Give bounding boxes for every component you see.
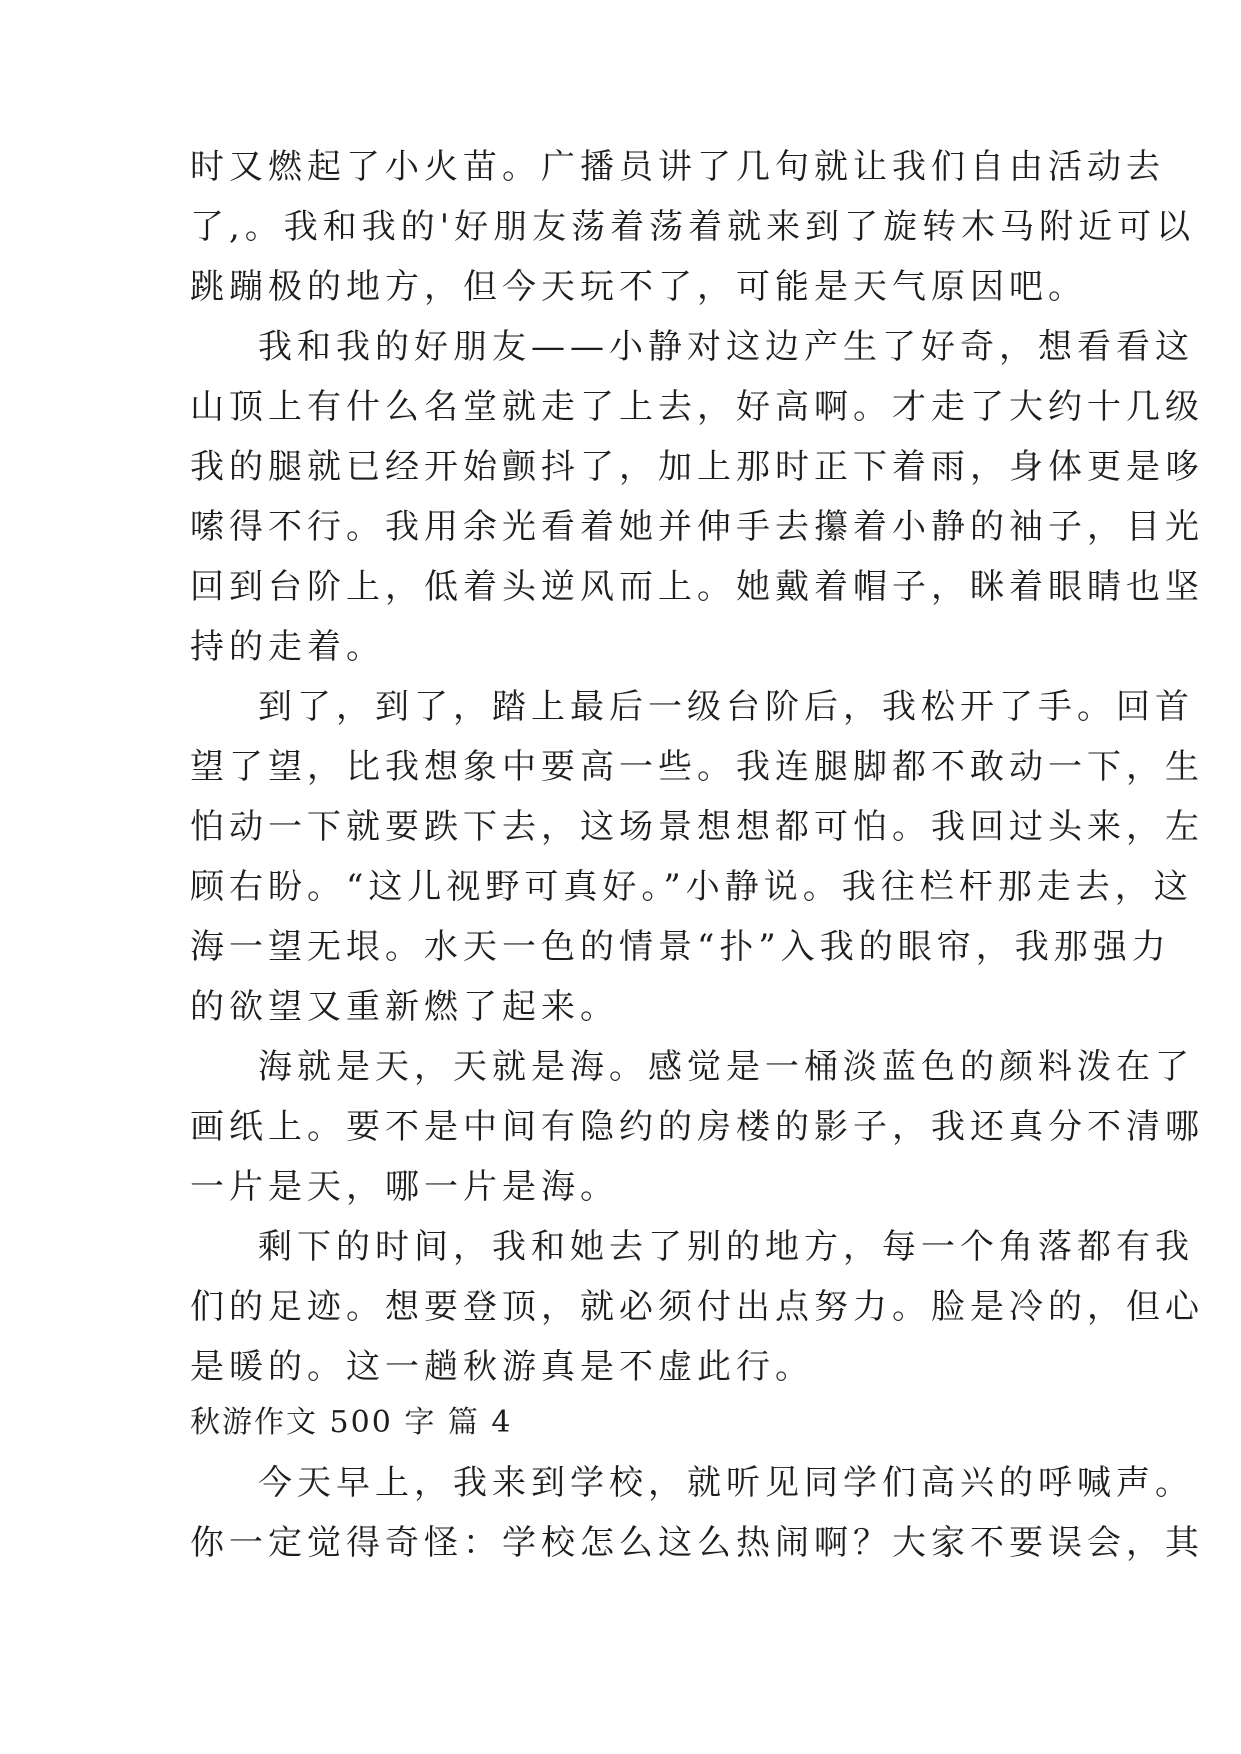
text-line: 我的腿就已经开始颤抖了，加上那时正下着雨，身体更是哆 <box>190 447 1204 487</box>
text-line: 持的走着。 <box>190 627 385 667</box>
paragraph-first-line: 剩下的时间，我和她去了别的地方，每一个角落都有我 <box>258 1227 1194 1267</box>
text-line: 是暖的。这一趟秋游真是不虚此行。 <box>190 1347 814 1387</box>
text-line: 怕动一下就要跌下去，这场景想想都可怕。我回过头来，左 <box>190 807 1204 847</box>
text-line: 了,。我和我的'好朋友荡着荡着就来到了旋转木马附近可以 <box>190 207 1196 247</box>
text-line: 山顶上有什么名堂就走了上去，好高啊。才走了大约十几级 <box>190 387 1204 427</box>
text-line: 跳蹦极的地方，但今天玩不了，可能是天气原因吧。 <box>190 267 1087 307</box>
text-line: 顾右盼。“这儿视野可真好。”小静说。我往栏杆那走去，这 <box>190 867 1193 907</box>
text-line: 海一望无垠。水天一色的情景“扑”入我的眼帘，我那强力 <box>190 927 1171 967</box>
text-line: 时又燃起了小火苗。广播员讲了几句就让我们自由活动去 <box>190 147 1165 187</box>
text-line: 回到台阶上，低着头逆风而上。她戴着帽子，眯着眼睛也坚 <box>190 567 1204 607</box>
section-heading: 秋游作文 500 字 篇 4 <box>190 1405 513 1440</box>
paragraph-first-line: 我和我的好朋友——小静对这边产生了好奇，想看看这 <box>258 327 1194 367</box>
text-line: 们的足迹。想要登顶，就必须付出点努力。脸是冷的，但心 <box>190 1287 1204 1327</box>
paragraph-first-line: 海就是天，天就是海。感觉是一桶淡蓝色的颜料泼在了 <box>258 1047 1194 1087</box>
text-line: 的欲望又重新燃了起来。 <box>190 987 619 1027</box>
text-line: 你一定觉得奇怪：学校怎么这么热闹啊？大家不要误会，其 <box>190 1523 1204 1563</box>
text-line: 嗦得不行。我用余光看着她并伸手去攥着小静的袖子，目光 <box>190 507 1204 547</box>
paragraph-first-line: 到了，到了，踏上最后一级台阶后，我松开了手。回首 <box>258 687 1194 727</box>
text-line: 一片是天，哪一片是海。 <box>190 1167 619 1207</box>
text-line: 望了望，比我想象中要高一些。我连腿脚都不敢动一下，生 <box>190 747 1204 787</box>
text-line: 画纸上。要不是中间有隐约的房楼的影子，我还真分不清哪 <box>190 1107 1204 1147</box>
paragraph-first-line: 今天早上，我来到学校，就听见同学们高兴的呼喊声。 <box>258 1463 1194 1503</box>
